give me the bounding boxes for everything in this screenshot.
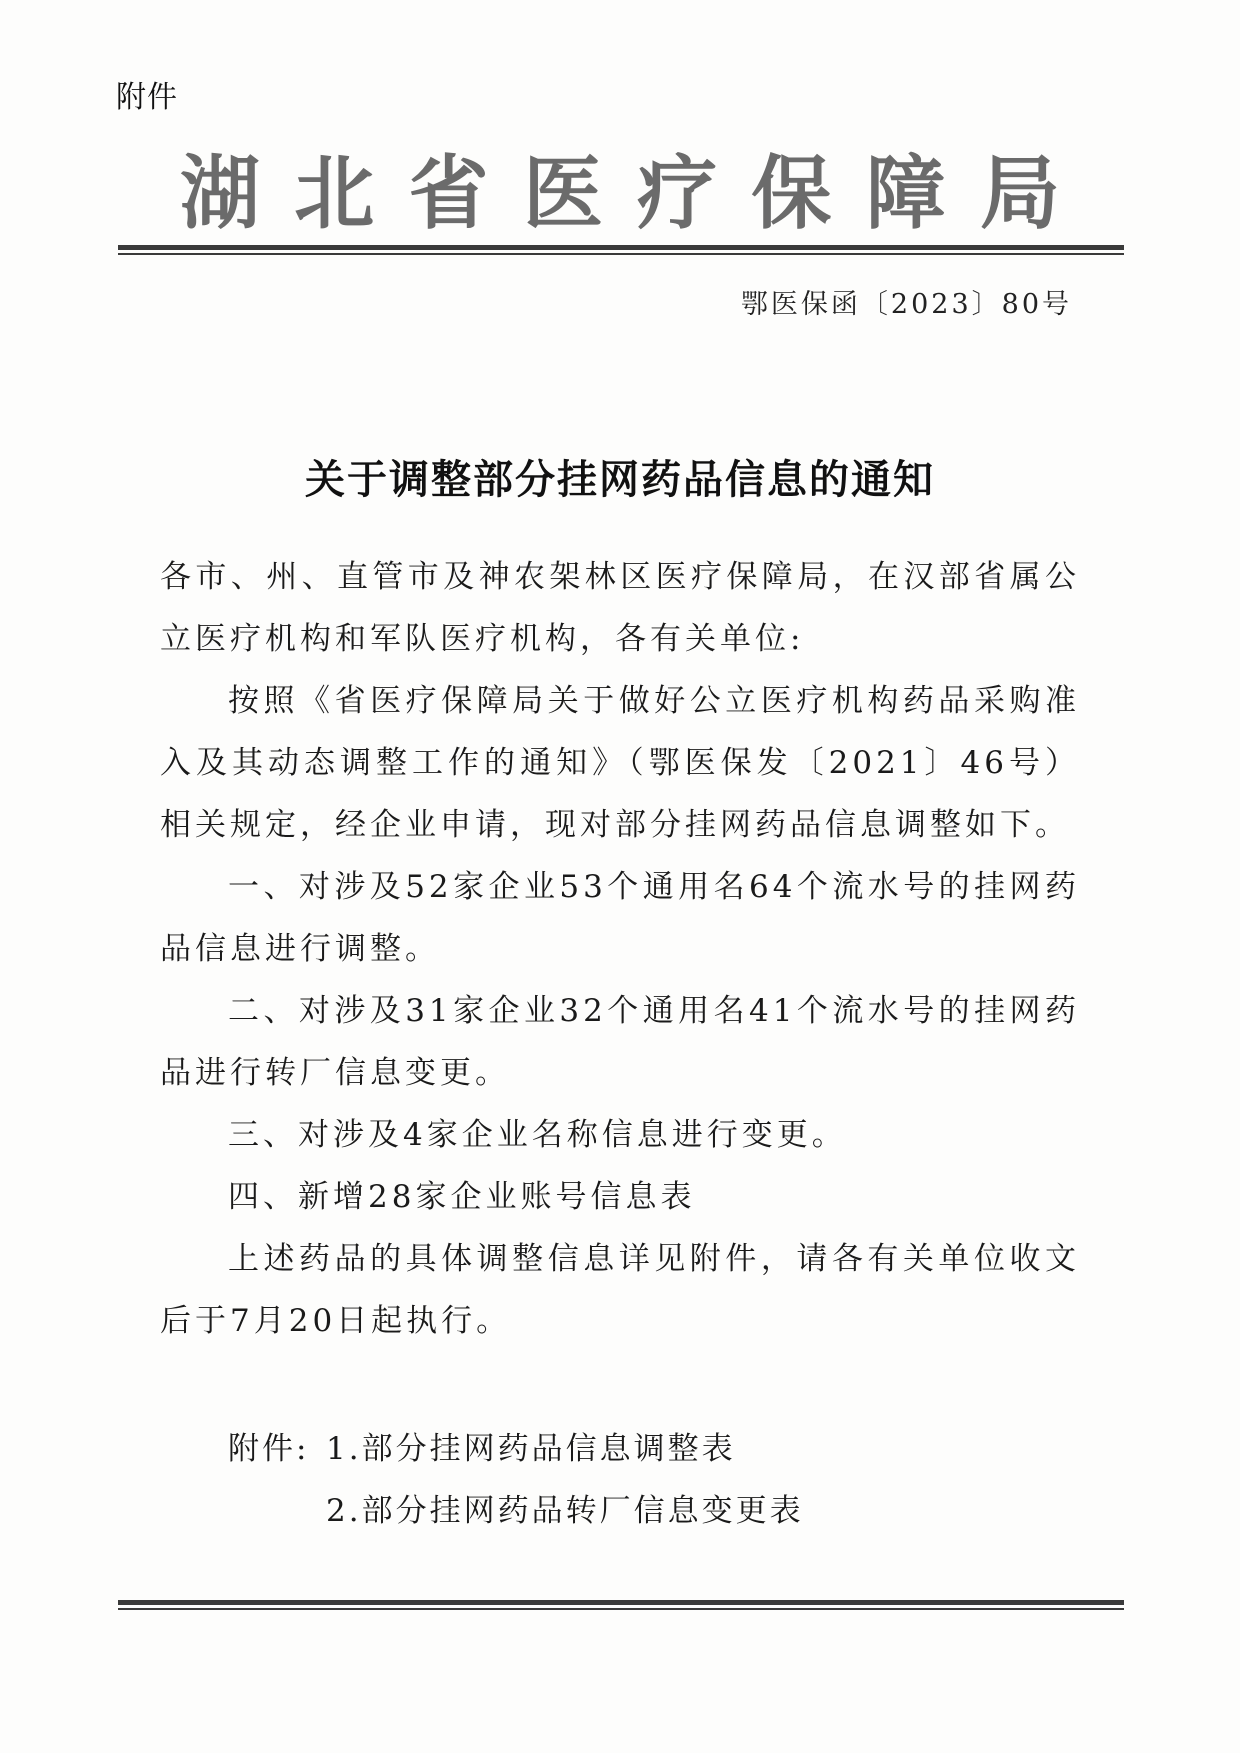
recipients-paragraph: 各市、州、直管市及神农架林区医疗保障局，在汉部省属公立医疗机构和军队医疗机构，各有关单位:	[160, 559, 1080, 657]
attachments-label-spacer	[228, 1480, 326, 1542]
attachment-mark: 附件	[116, 80, 178, 115]
divider-thin-line	[118, 253, 1124, 255]
attachments-list	[228, 1418, 804, 1542]
attachment-item: 1.部分挂网药品信息调整表	[326, 1431, 736, 1467]
document-number: 鄂医保函〔2023〕80号	[740, 289, 1072, 320]
letterhead	[180, 140, 1060, 240]
notice-body	[160, 546, 1080, 1352]
letterhead-char: 保	[751, 146, 832, 240]
letterhead-divider	[118, 245, 1124, 255]
attachments-label: 附件:	[228, 1431, 310, 1467]
letterhead-char: 障	[865, 146, 946, 240]
intro-paragraph: 按照《省医疗保障局关于做好公立医疗机构药品采购准入及其动态调整工作的通知》（鄂医保发〔2021〕46号）相关规定，经企业申请，现对部分挂网药品信息调整如下。	[160, 683, 1080, 843]
letterhead-char: 北	[294, 146, 375, 240]
notice-title: 关于调整部分挂网药品信息的通知	[305, 457, 935, 503]
letterhead-char: 省	[408, 146, 489, 240]
closing-paragraph: 上述药品的具体调整信息详见附件，请各有关单位收文后于7月20日起执行。	[160, 1241, 1080, 1339]
item-paragraph: 三、对涉及4家企业名称信息进行变更。	[228, 1117, 847, 1153]
item-paragraph: 四、新增28家企业账号信息表	[228, 1179, 696, 1215]
letterhead-char: 湖	[180, 146, 260, 240]
attachment-row	[228, 1480, 804, 1542]
divider-thin-line	[118, 1608, 1124, 1610]
divider-thick-line	[118, 245, 1124, 250]
letterhead-char: 医	[522, 146, 603, 240]
letterhead-char: 局	[979, 146, 1060, 240]
attachment-row	[228, 1418, 804, 1480]
letterhead-char: 疗	[637, 146, 718, 240]
item-paragraph: 一、对涉及52家企业53个通用名64个流水号的挂网药品信息进行调整。	[160, 869, 1080, 967]
divider-thick-line	[118, 1600, 1124, 1605]
footer-divider	[118, 1600, 1124, 1610]
item-paragraph: 二、对涉及31家企业32个通用名41个流水号的挂网药品进行转厂信息变更。	[160, 993, 1080, 1091]
attachment-item: 2.部分挂网药品转厂信息变更表	[326, 1493, 804, 1529]
